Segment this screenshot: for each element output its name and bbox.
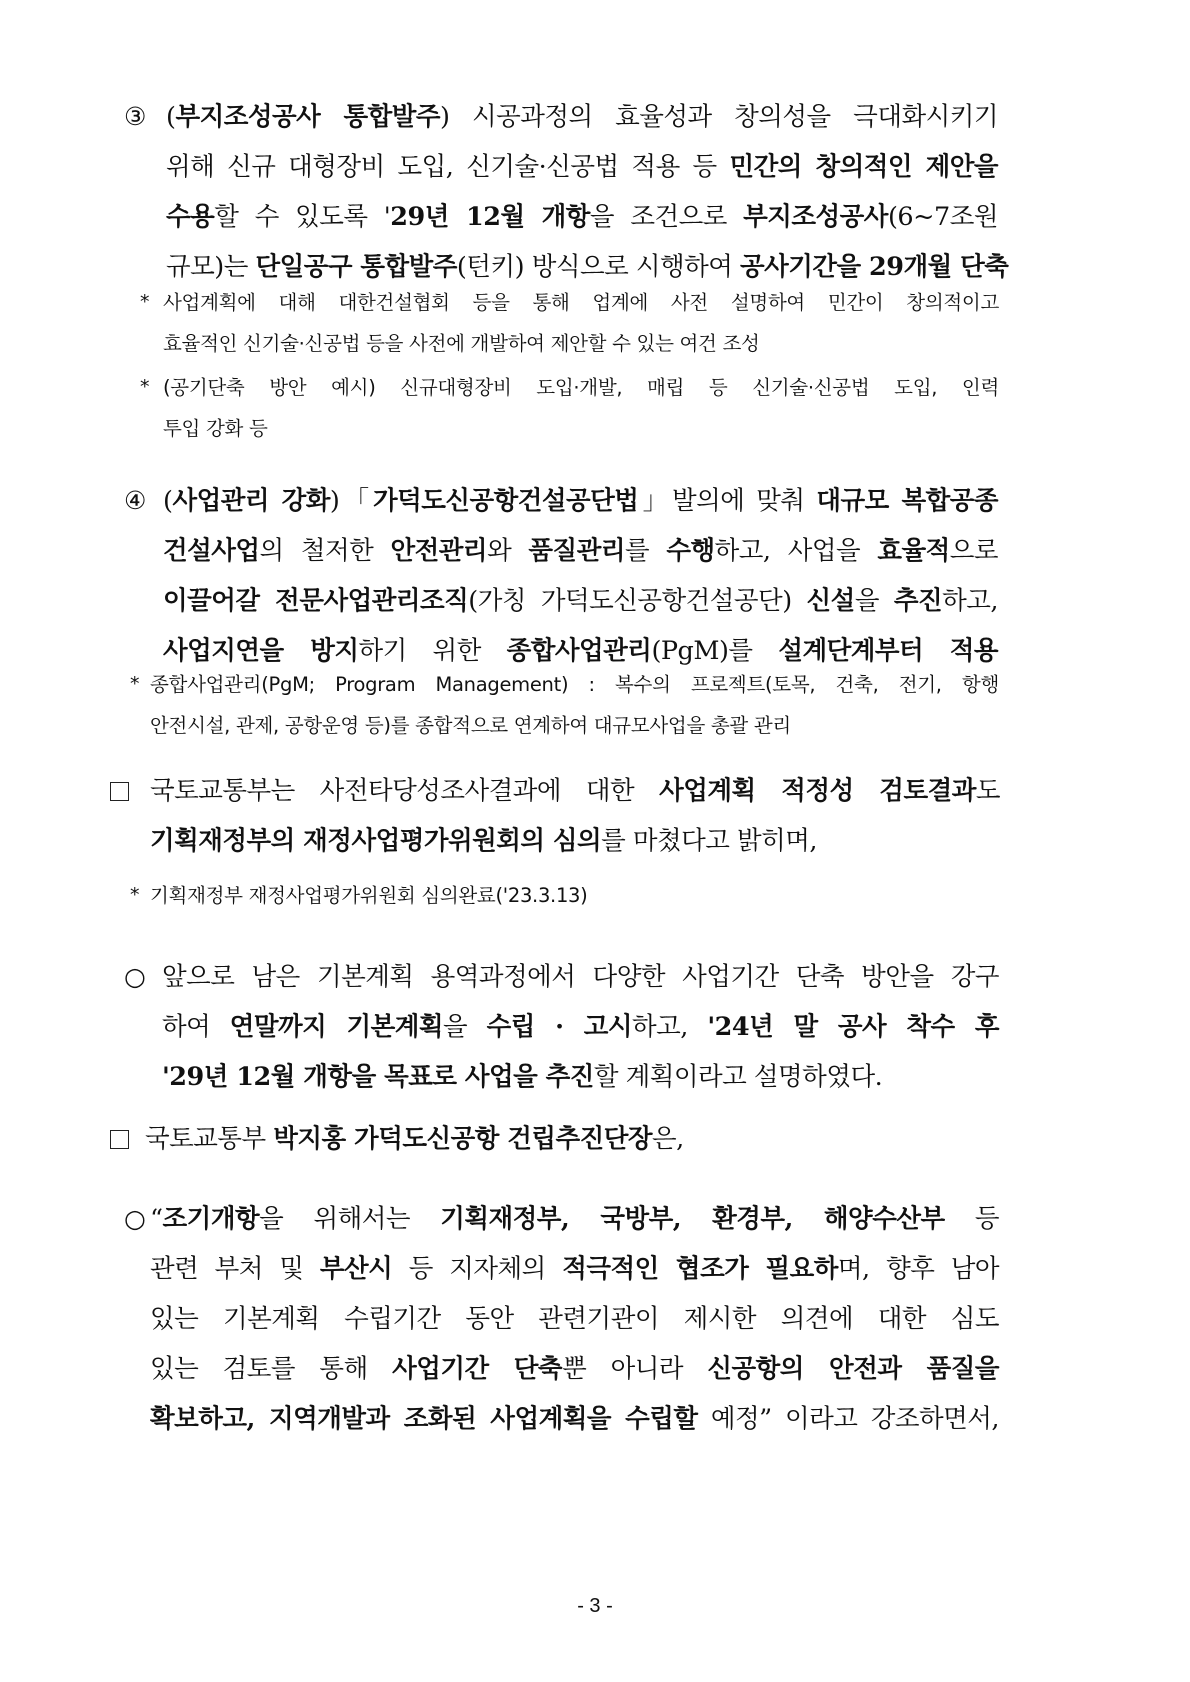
text-run: 규모)는 <box>166 252 256 282</box>
text-run: 등 지자체의 <box>392 1254 563 1284</box>
text-run: 은, <box>652 1124 684 1154</box>
bold-text: 사업기간 단축 <box>392 1354 563 1384</box>
bold-text: 민간의 창의적인 제안을 <box>729 152 998 182</box>
circle-item-1-line <box>162 1002 999 1052</box>
bold-text: 사업관리 강화 <box>172 486 330 516</box>
text-run: 할 계획이라고 설명하였다. <box>593 1062 883 1092</box>
bold-text: 수행 <box>666 536 715 566</box>
bold-text: 설계단계부터 적용 <box>778 636 998 666</box>
bold-text: '24년 말 공사 착수 후 <box>707 1012 999 1042</box>
item-4-text <box>163 476 998 676</box>
note-4-line: 기획재정부 재정사업평가위원회 심의완료('23.3.13) <box>150 884 588 907</box>
text-run: 관련 부처 및 <box>150 1254 320 1284</box>
item-3-text <box>166 92 1009 292</box>
bold-text: 품질관리 <box>528 536 625 566</box>
item-4-line <box>163 576 998 626</box>
circle-item-2-line <box>150 1344 999 1394</box>
bold-text: 기획재정부의 재정사업평가위원회의 심의 <box>150 826 602 856</box>
bold-text: 적극적인 협조가 필요하 <box>562 1254 838 1284</box>
text-run: 」발의에 맞춰 <box>638 486 817 516</box>
bold-text: 부산시 <box>319 1254 393 1284</box>
note-4-marker: * <box>130 884 140 906</box>
text-run: 등 <box>944 1204 999 1234</box>
bold-text: 추진 <box>893 586 943 616</box>
text-run: 와 <box>487 536 529 566</box>
text-run: ( <box>163 486 173 516</box>
bold-text: 단일공구 통합발주 <box>255 252 457 282</box>
text-run: 뿐 아니라 <box>562 1354 708 1384</box>
text-run: (PgM)를 <box>651 636 779 666</box>
text-run: 위해 신규 대형장비 도입, 신기술·신공법 적용 등 <box>166 152 730 182</box>
note-2-text <box>163 367 999 449</box>
note-1-line: 사업계획에 대해 대한건설협회 등을 통해 업계에 사전 설명하여 민간이 창의적이고 <box>163 291 999 314</box>
item-3-line <box>166 92 998 142</box>
note-3-line: 종합사업관리(PgM; Program Management) : 복수의 프로젝트(토목, 건축, 전기, 항행 <box>150 673 999 696</box>
bold-text: 박지홍 가덕도신공항 건립추진단장 <box>273 1124 653 1154</box>
note-2-line: (공기단축 방안 예시) 신규대형장비 도입·개발, 매립 등 신기술·신공법 도입, 인력 <box>163 376 999 399</box>
page-number: - 3 - <box>577 1595 613 1617</box>
text-run: 을 <box>443 1012 487 1042</box>
circle-item-2-line <box>150 1194 999 1244</box>
circle-item-2-line <box>150 1294 999 1344</box>
item-4-line <box>163 526 998 576</box>
text-run: 으로 <box>949 536 998 566</box>
item-3 <box>0 92 1190 302</box>
bold-text: '29년 12월 개항을 목표로 사업을 추진 <box>162 1062 594 1092</box>
text-run: 하여 <box>162 1012 230 1042</box>
text-run: 하고, <box>632 1012 708 1042</box>
text-run: 도 <box>975 776 1000 806</box>
note-3-text <box>150 664 999 746</box>
bold-text: 건설사업 <box>163 536 260 566</box>
bold-text: 수용 <box>166 202 215 232</box>
circle-item-2-line <box>150 1394 999 1444</box>
bold-text: 연말까지 기본계획 <box>229 1012 444 1042</box>
bold-text: 기획재정부, 국방부, 환경부, 해양수산부 <box>440 1204 945 1234</box>
item-3-marker: ③ <box>124 102 146 131</box>
bold-text: 효율적 <box>877 536 950 566</box>
circle-item-1-text <box>162 952 999 1102</box>
note-1-line: 효율적인 신기술·신공법 등을 사전에 개발하여 제안할 수 있는 여건 조성 <box>163 332 760 355</box>
text-run: ) 시공과정의 효율성과 창의성을 극대화시키기 <box>440 102 998 132</box>
bold-text: 사업계획 적정성 검토결과 <box>659 776 976 806</box>
circle-2-marker: ○ <box>124 1204 146 1233</box>
item-4-marker: ④ <box>124 486 146 515</box>
paragraph-1-text <box>150 766 1000 866</box>
item-4-line <box>163 476 998 526</box>
circle-item-1-line <box>162 1052 999 1102</box>
item-3-line <box>166 142 998 192</box>
circle-item-2-text <box>150 1194 999 1444</box>
circle-item-2-line <box>150 1244 999 1294</box>
circle-1-marker: ○ <box>124 962 146 991</box>
bold-text: 확보하고, 지역개발과 조화된 사업계획을 수립할 <box>150 1404 698 1434</box>
text-run: (6~7조원 <box>887 202 998 232</box>
note-3-line: 안전시설, 관제, 공항운영 등)를 종합적으로 연계하여 대규모사업을 총괄 관리 <box>150 714 791 737</box>
paragraph-2-line <box>145 1114 995 1164</box>
text-run: (가칭 가덕도신공항건설공단) <box>468 586 807 616</box>
text-run: )「 <box>329 486 373 516</box>
bold-text: 29년 12월 개항 <box>390 202 590 232</box>
bold-text: 부지조성공사 <box>743 202 888 232</box>
text-run: 을 조건으로 <box>589 202 744 232</box>
paragraph-1-line <box>150 766 1000 816</box>
paragraph-2-text <box>145 1114 995 1164</box>
bold-text: 신설 <box>806 586 855 616</box>
bold-text: 이끌어갈 전문사업관리조직 <box>163 586 469 616</box>
bold-text: 사업지연을 방지 <box>163 636 359 666</box>
text-run: 를 <box>624 536 667 566</box>
text-run: (턴키) 방식으로 시행하여 <box>456 252 740 282</box>
bold-text: 대규모 복합공종 <box>816 486 998 516</box>
bold-text: 조기개항 <box>162 1204 260 1234</box>
text-run: 며, 향후 남아 <box>837 1254 1000 1284</box>
text-run: 하고, 사업을 <box>714 536 878 566</box>
bold-text: 수립 · 고시 <box>486 1012 632 1042</box>
text-run: 있는 기본계획 수립기간 동안 관련기관이 제시한 의견에 대한 심도 <box>150 1304 999 1334</box>
bold-text: 종합사업관리 <box>506 636 652 666</box>
text-run: “ <box>150 1204 163 1234</box>
text-run: 을 위해서는 <box>259 1204 441 1234</box>
circle-item-1-line <box>162 952 999 1002</box>
text-run: 하고, <box>942 586 998 616</box>
note-1-text <box>163 282 999 364</box>
bold-text: 안전관리 <box>390 536 488 566</box>
bold-text: 부지조성공사 통합발주 <box>175 102 441 132</box>
text-run: 국토교통부 <box>145 1124 274 1154</box>
bold-text: 공사기간을 29개월 단축 <box>739 252 1009 282</box>
text-run: 의 철저한 <box>259 536 391 566</box>
text-run: 국토교통부는 사전타당성조사결과에 대한 <box>150 776 660 806</box>
text-run: 를 마쳤다고 밝히며, <box>601 826 818 856</box>
text-run: 을 <box>854 586 894 616</box>
text-run: ( <box>166 102 176 132</box>
note-1-marker: * <box>140 291 150 313</box>
text-run: 할 수 있도록 ' <box>214 202 391 232</box>
note-3-marker: * <box>130 673 140 695</box>
note-4-text <box>150 875 999 916</box>
square-bullet-icon <box>110 1130 129 1149</box>
bold-text: 신공항의 안전과 품질을 <box>707 1354 1000 1384</box>
note-2-marker: * <box>140 376 150 398</box>
square-bullet-icon <box>110 782 129 801</box>
note-2-line: 투입 강화 등 <box>163 417 268 440</box>
paragraph-1-line <box>150 816 1000 866</box>
text-run: 하기 위한 <box>358 636 507 666</box>
text-run: 있는 검토를 통해 <box>150 1354 393 1384</box>
text-run: 앞으로 남은 기본계획 용역과정에서 다양한 사업기간 단축 방안을 강구 <box>162 962 999 992</box>
item-3-line <box>166 192 998 242</box>
text-run: 예정” 이라고 강조하면서, <box>697 1404 999 1434</box>
bold-text: 가덕도신공항건설공단법 <box>372 486 639 516</box>
